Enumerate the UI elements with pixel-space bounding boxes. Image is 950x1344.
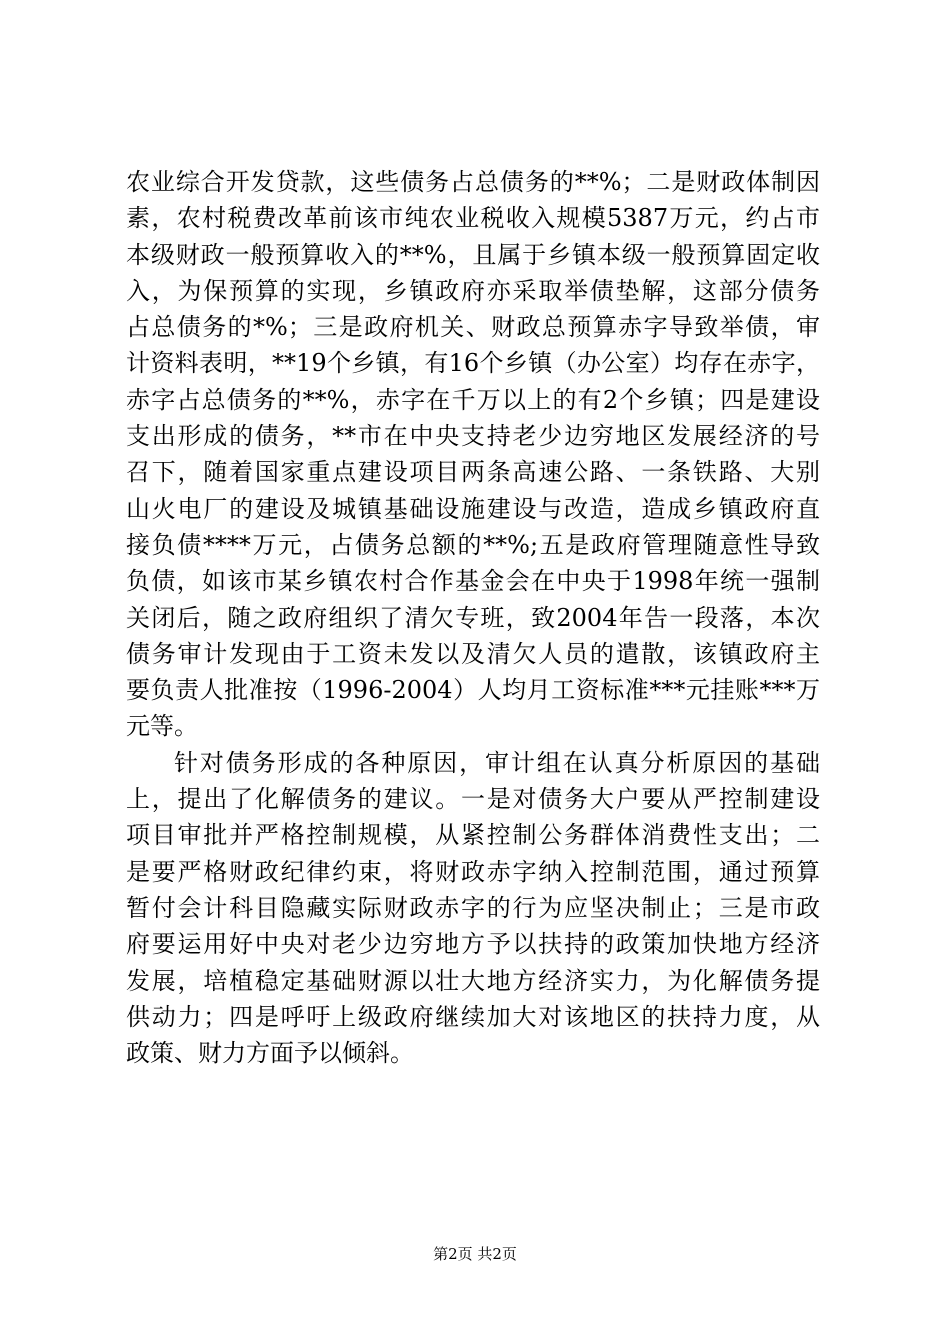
text-line: 暂付会计科目隐藏实际财政赤字的行为应坚决制止；三是市政 xyxy=(126,893,820,922)
text-line: 是要严格财政纪律约束，将财政赤字纳入控制范围，通过预算 xyxy=(126,857,820,886)
text-line: 项目审批并严格控制规模，从紧控制公务群体消费性支出；二 xyxy=(126,821,820,850)
text-line: 政策、财力方面予以倾斜。 xyxy=(126,1039,414,1068)
text-line: 农业综合开发贷款，这些债务占总债务的**%；二是财政体制因 xyxy=(126,168,820,196)
page-number-footer: 第2页 共2页 xyxy=(433,1245,517,1263)
text-line: 计资料表明，**19个乡镇，有16个乡镇（办公室）均存在赤字， xyxy=(126,349,820,378)
text-line: 赤字占总债务的**%，赤字在千万以上的有2个乡镇；四是建设 xyxy=(126,385,820,414)
text-line: 府要运用好中央对老少边穷地方予以扶持的政策加快地方经济 xyxy=(126,930,820,959)
text-line: 入，为保预算的实现，乡镇政府亦采取举债垫解，这部分债务 xyxy=(126,276,820,305)
text-line: 接负债****万元，占债务总额的**%;五是政府管理随意性导致 xyxy=(126,530,820,559)
paragraph-audit-suggestions xyxy=(126,745,820,1072)
text-line: 本级财政一般预算收入的**%，且属于乡镇本级一般预算固定收 xyxy=(126,240,820,269)
text-line: 发展，培植稳定基础财源以壮大地方经济实力，为化解债务提 xyxy=(126,966,820,995)
text-line: 素，农村税费改革前该市纯农业税收入规模5387万元，约占市 xyxy=(126,204,820,233)
text-line: 上，提出了化解债务的建议。一是对债务大户要从严控制建设 xyxy=(126,785,820,814)
text-line: 支出形成的债务，**市在中央支持老少边穷地区发展经济的号 xyxy=(126,422,820,451)
text-line: 召下，随着国家重点建设项目两条高速公路、一条铁路、大别 xyxy=(126,458,820,487)
text-line: 负债，如该市某乡镇农村合作基金会在中央于1998年统一强制 xyxy=(126,567,820,596)
text-line: 要负责人批准按（1996-2004）人均月工资标准***元挂账***万 xyxy=(126,676,820,705)
text-line: 供动力；四是呼吁上级政府继续加大对该地区的扶持力度，从 xyxy=(126,1002,820,1031)
text-line: 针对债务形成的各种原因，审计组在认真分析原因的基础 xyxy=(174,748,820,777)
text-line: 关闭后，随之政府组织了清欠专班，致2004年告一段落，本次 xyxy=(126,603,820,632)
document-body xyxy=(126,164,820,1071)
paragraph-debt-causes xyxy=(126,164,820,745)
text-line: 债务审计发现由于工资未发以及清欠人员的遣散，该镇政府主 xyxy=(126,639,820,668)
text-line: 山火电厂的建设及城镇基础设施建设与改造，造成乡镇政府直 xyxy=(126,494,820,523)
text-line: 占总债务的*%；三是政府机关、财政总预算赤字导致举债，审 xyxy=(126,313,820,342)
text-line: 元等。 xyxy=(126,712,198,741)
